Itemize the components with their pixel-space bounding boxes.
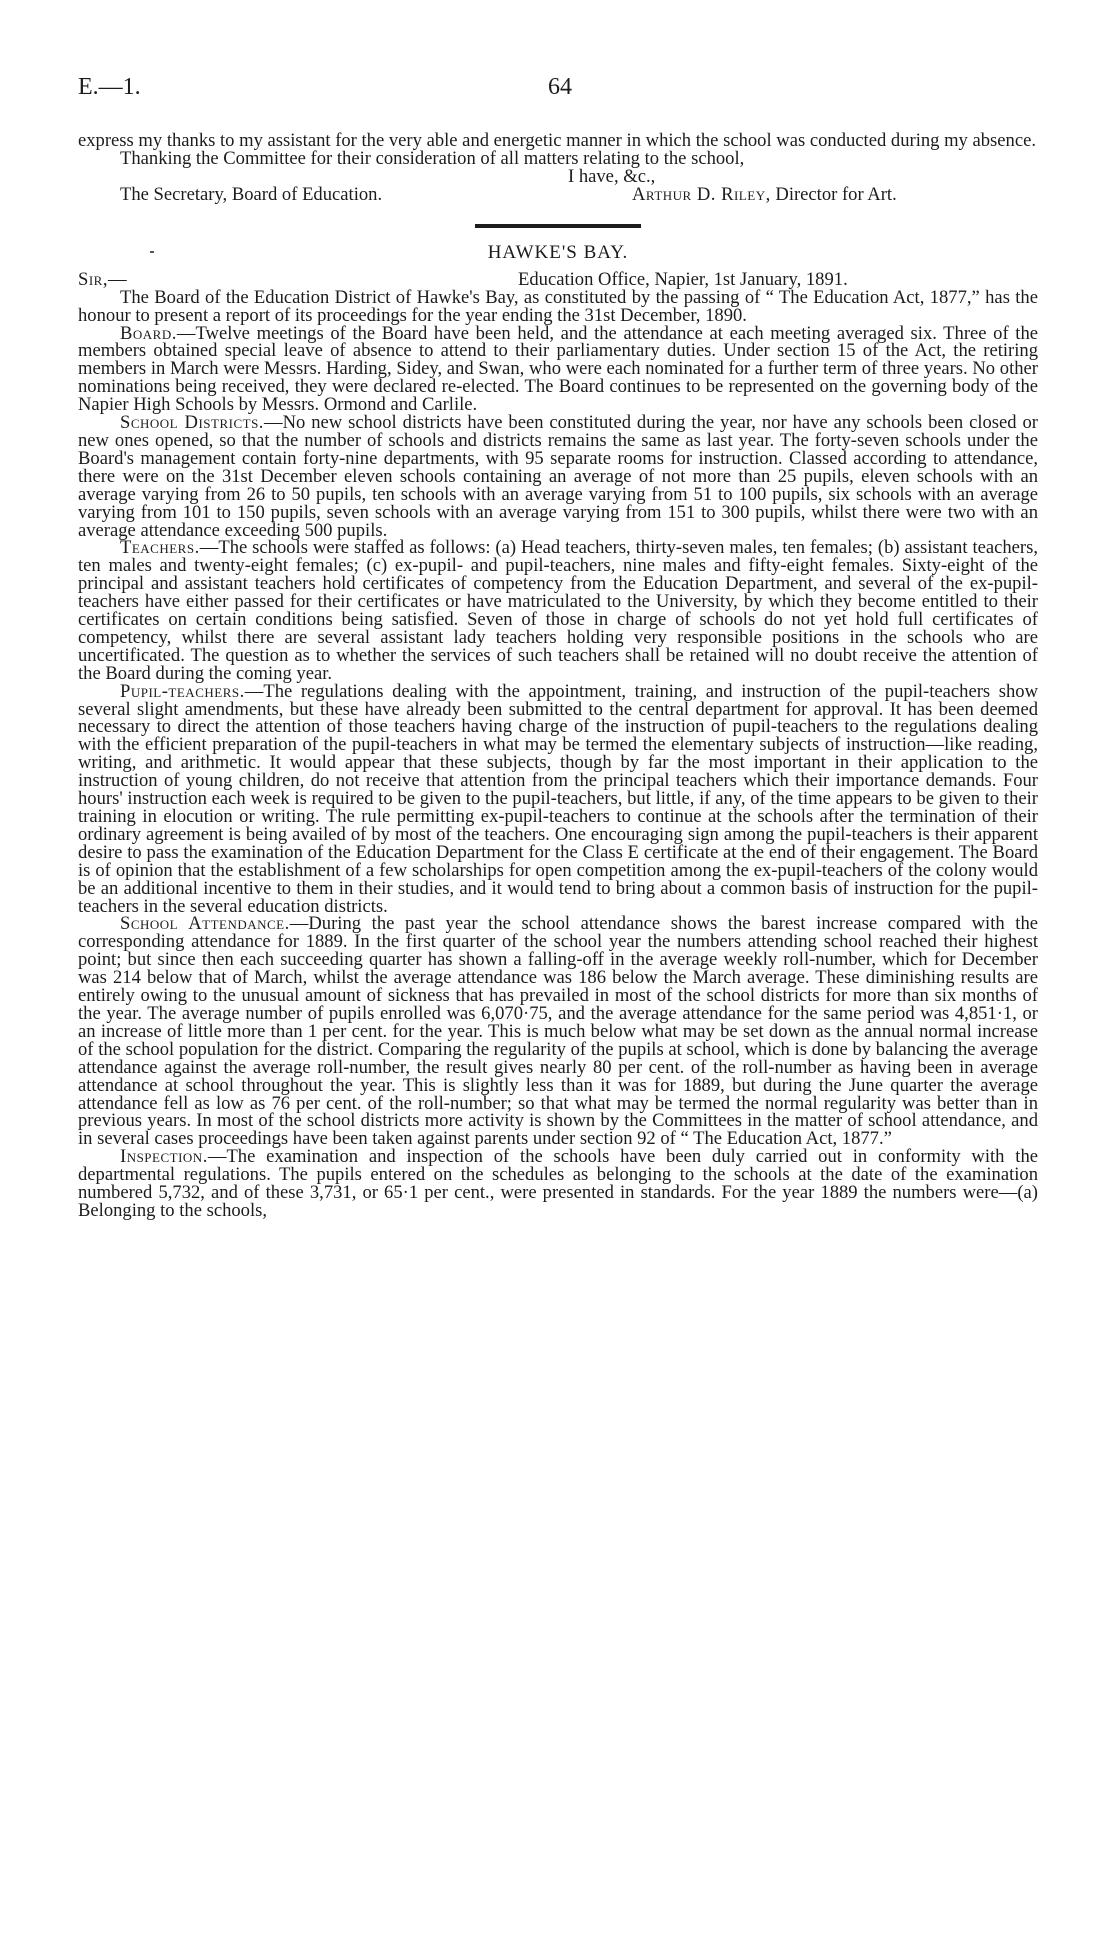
attendance-heading: School Attendance.	[120, 913, 290, 935]
signature-row	[78, 183, 1038, 205]
inspection-paragraph	[78, 1148, 1038, 1220]
salutation: Sir,—	[78, 268, 128, 290]
dateline: Education Office, Napier, 1st January, 1891.	[518, 268, 848, 290]
paragraph-thanks: Thanking the Committee for their consideration of all matters relating to the school,	[120, 147, 745, 169]
signature-name: Arthur D. Riley,	[632, 183, 771, 205]
board-heading: Board.	[120, 322, 177, 344]
paragraph-continuation: express my thanks to my assistant for the very able and energetic manner in which the school was conducted during my absence.	[78, 130, 1036, 151]
board-paragraph	[78, 322, 1038, 416]
teachers-heading: Teachers.	[120, 537, 200, 559]
section-title: HAWKE'S BAY.	[487, 241, 629, 263]
inspection-text: —The examination and inspection of the schools have been duly carried out in conformity with the departmental regulations. The pupils entered on the schedules as belonging to the schools at the date of the examination numbered 5,732, and of these 3,731, or 65·1 per cent., were presented in standards. For the year 1889 the numbers were—(a) Belonging to the schools,	[78, 1146, 1038, 1221]
intro-paragraph: The Board of the Education District of Hawke's Bay, as constituted by the passing of “ The Education Act, 1877,” has the honour to present a report of its proceedings for the year ending the 31st December, 1890.	[78, 286, 1038, 326]
districts-heading: School Districts.	[120, 412, 264, 434]
closing-phrase: I have, &c.,	[568, 165, 656, 187]
running-head-ref: E.—1.	[78, 74, 141, 100]
teachers-text: —The schools were staffed as follows: (a) Head teachers, thirty-seven males, ten females; (b) assistant teachers, ten males and twenty-eight females; (c) ex-pupil- and pupil-teachers, nine males and fifty-eight females. Sixty-eight of the principal and assistant teachers hold certificates of competency from the Education Department, and several of the ex-pupil-teachers have either passed for their certificates or have matriculated to the University, by which they become entitled to their certificates on certain conditions being satisfied. Seven of those in charge of schools do not yet hold full certificates of competency, whilst there are several assistant lady teachers holding very responsible positions in the schools who are uncertificated. The question as to whether the services of such teachers shall be retained will no doubt receive the attention of the Board during the coming year.	[78, 537, 1038, 684]
pupil-teachers-paragraph	[78, 680, 1038, 917]
districts-paragraph	[78, 414, 1038, 539]
attendance-text: —During the past year the school attendance shows the barest increase compared with the corresponding attendance for 1889. In the first quarter of the school year the numbers attending school reached their highest point; but since then each succeeding quarter has shown a falling-off in the average weekly roll-number, which for December was 214 below that of March, whilst the average attendance was 186 below the March average. These diminishing results are entirely owing to the unusual amount of sickness that has prevailed in most of the school districts for more than six months of the year. The average number of pupils enrolled was 6,070·75, and the average attendance for the same period was 4,851·1, or an increase of little more than 1 per cent. for the year. This is much below what may be set down as the annual normal increase of the school population for the district. Comparing the regularity of the pupils at school, which is done by balancing the average attendance against the average roll-number, the result gives nearly 80 per cent. of the roll-number as having been in average attendance at school throughout the year. This is slightly less than it was for 1889, but during the June quarter the average attendance fell as low as 76 per cent. of the roll-number; so that what may be termed the normal regularity was better than in previous years. In most of the school districts more activity is shown by the Committees in the matter of school attendance, and in several cases proceedings have been taken against parents under section 92 of “ The Education Act, 1877.”	[78, 913, 1038, 1150]
districts-text: —No new school districts have been constituted during the year, nor have any schools been closed or new ones opened, so that the number of schools and districts remains the same as last year. The forty-seven schools under the Board's management contain forty-nine departments, with 95 separate rooms for instruction. Classed according to attendance, there were on the 31st December eleven schools containing an average of not more than 25 pupils, eleven schools with an average varying from 26 to 50 pupils, ten schools with an average varying from 51 to 100 pupils, six schools with an average varying from 101 to 150 pupils, seven schools with an average varying from 151 to 300 pupils, whilst there were two with an average attendance exceeding 500 pupils.	[78, 412, 1038, 541]
document-body	[78, 132, 1038, 1220]
addressee: The Secretary, Board of Education.	[120, 183, 383, 205]
pupil-teachers-text: —The regulations dealing with the appointment, training, and instruction of the pupil-teachers show several slight amendments, but these have already been submitted to the central department for approval. It has been deemed necessary to direct the attention of those teachers having charge of the instruction of pupil-teachers to the regulations dealing with the efficient preparation of the pupil-teachers in what may be termed the elementary subjects of instruction—like reading, writing, and arithmetic. It would appear that these subjects, though by far the most important in their application to the instruction of young children, do not receive that attention from the principal teachers which their importance demands. Four hours' instruction each week is required to be given to the pupil-teachers, but little, if any, of the time appears to be given to their training in elocution or writing. The rule permitting ex-pupil-teachers to continue at the schools after the termination of their ordinary agreement is being availed of by most of the teachers. One encouraging sign among the pupil-teachers is their apparent desire to pass the examination of the Education Department for the Class E certificate at the end of their engagement. The Board is of opinion that the establishment of a few scholarships for open competition among the ex-pupil-teachers of the colony would be an additional incentive to them in their studies, and it would tend to bring about a common basis of instruction for the pupil-teachers in the several education districts.	[78, 680, 1038, 917]
pupil-teachers-heading: Pupil-teachers.	[120, 680, 245, 702]
attendance-paragraph	[78, 915, 1038, 1148]
stray-ink-mark	[150, 251, 154, 253]
board-text: —Twelve meetings of the Board have been held, and the attendance at each meeting averaged six. Three of the members obtained special leave of absence to attend to their parliamentary duties. Under section 15 of the Act, the retiring members in March were Messrs. Harding, Sidey, and Swan, who were each nominated for a further term of three years. No other nominations being received, they were declared re-elected. The Board continues to be represented on the governing body of the Napier High Schools by Messrs. Ormond and Carlile.	[78, 322, 1038, 416]
teachers-paragraph	[78, 539, 1038, 682]
inspection-heading: Inspection.	[120, 1146, 208, 1168]
salutation-row	[78, 268, 1038, 290]
signature-title: Director for Art.	[775, 183, 897, 205]
page-number: 64	[548, 74, 572, 100]
section-divider	[475, 224, 641, 228]
signature-block	[632, 183, 897, 205]
